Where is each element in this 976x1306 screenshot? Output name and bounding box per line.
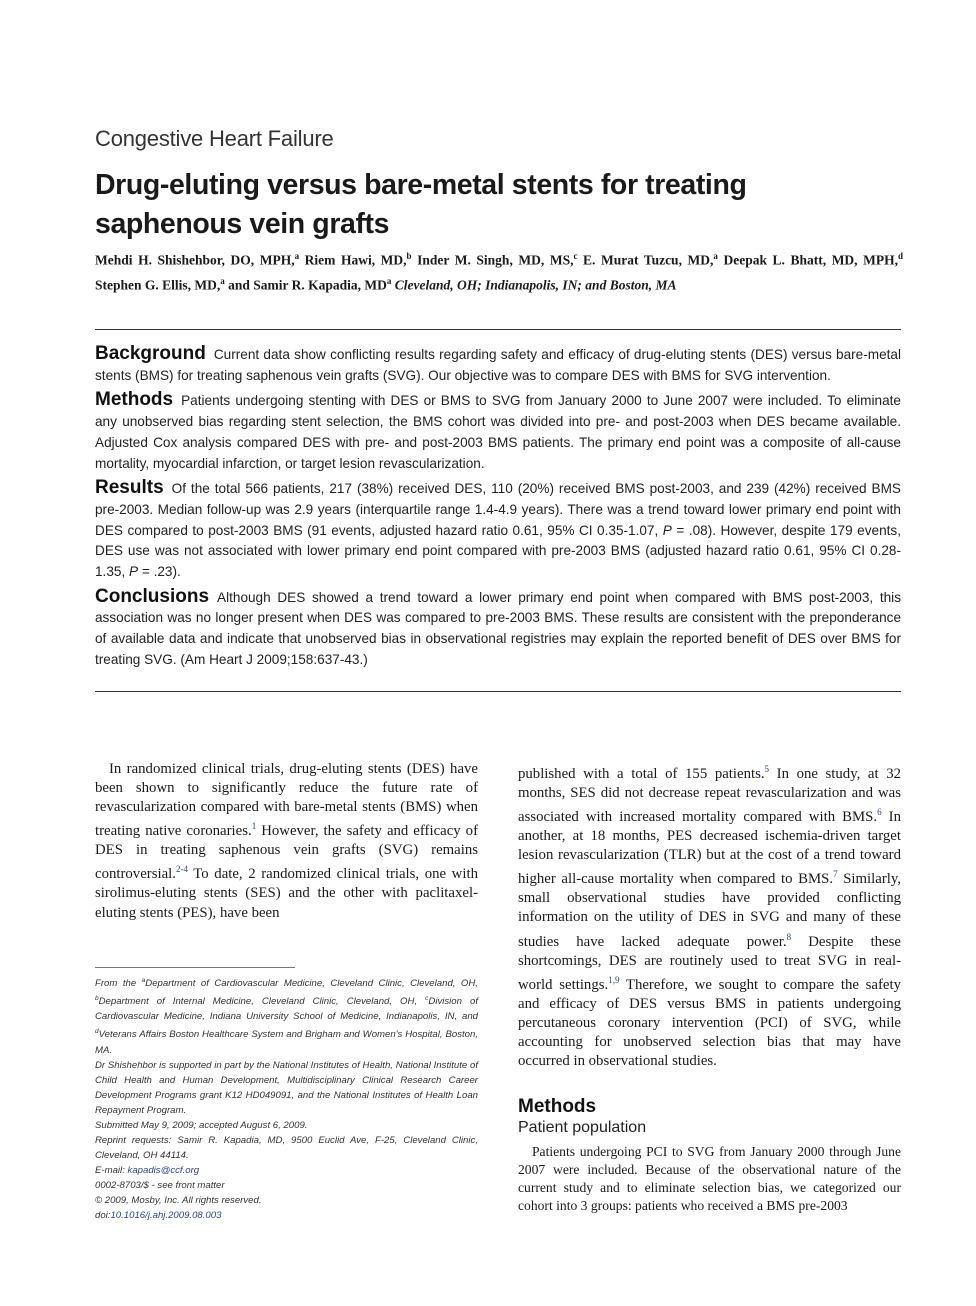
author: Mehdi H. Shishehbor, DO, MPH,	[95, 252, 295, 268]
body-text: However, the safety and efficacy of DES in treating saphenous vein grafts (SVG) remains controversial.	[95, 823, 479, 883]
footnote-text: Division of Cardiovascular Medicine, Indiana University School of Medicine, Indianapolis, IN, and	[95, 996, 478, 1023]
p-value-label: P	[662, 522, 672, 538]
patient-population-body	[518, 1143, 901, 1215]
footnote-text: From the	[95, 978, 142, 990]
footnote-support: Dr Shishehbor is supported in part by the National Institutes of Health, National Institute of Child Health and Human Development, Multidisciplinary Clinical Research Career Development Programs grant K12 HD049091, and the National Institutes of Health Loan Repayment Program.	[95, 1059, 478, 1116]
author-affil-mark: c	[573, 251, 578, 261]
affiliation: Cleveland, OH; Indianapolis, IN; and Boston, MA	[394, 277, 677, 292]
citation-link[interactable]: 2-4	[175, 864, 188, 875]
body-text: published with a total of 155 patients.	[518, 765, 765, 782]
footnote-issn: 0002-8703/$ - see front matter	[95, 1179, 225, 1191]
email-label: E-mail:	[95, 1164, 128, 1176]
patient-population-text: Patients undergoing PCI to SVG from January 2000 through June 2007 were included. Because of the observational nature of the current study and to eliminate selection bias, we categorized our cohort into 3 groups: patients who received a BMS pre-2003	[518, 1144, 901, 1213]
left-column	[95, 760, 478, 923]
body-text: In another, at 18 months, PES decreased ischemia-driven target lesion revascularization (TLR) but at the cost of a trend toward higher all-cause mortality when compared to BMS.	[518, 809, 902, 888]
footnote-copyright: © 2009, Mosby, Inc. All rights reserved.	[95, 1194, 262, 1206]
footnote-email	[95, 1163, 478, 1178]
affil-mark: c	[425, 995, 429, 1003]
author-affil-mark: a	[386, 275, 392, 286]
footnote-submitted: Submitted May 9, 2009; accepted August 6, 2009.	[95, 1119, 308, 1131]
body-text: Therefore, we sought to compare the safety and efficacy of DES versus BMS in patients undergoing percutaneous coronary intervention (PCI) of SVG, while accounting for unobserved selection bias that may have occurred in observational studies.	[518, 976, 901, 1069]
author: Deepak L. Bhatt, MD, MPH,	[723, 252, 898, 268]
footnote-affiliations	[95, 973, 478, 1058]
body-text: Despite these shortcomings, DES are routinely used to treat SVG in real-world settings.	[518, 933, 901, 993]
doi-link[interactable]: 10.1016/j.ahj.2009.08.003	[110, 1209, 222, 1221]
author: Stephen G. Ellis, MD,	[95, 277, 221, 292]
background-heading: Background	[95, 343, 206, 364]
affil-mark: a	[141, 977, 146, 984]
footnote-text: Department of Internal Medicine, Cleveland Clinic, Cleveland, OH,	[98, 996, 426, 1008]
section-label: Congestive Heart Failure	[95, 126, 334, 151]
citation-link[interactable]: 8	[786, 931, 792, 942]
footnote-rule	[95, 967, 295, 968]
intro-paragraph-continued	[518, 760, 901, 1071]
abstract-conclusions	[95, 587, 901, 671]
abstract-results	[95, 478, 901, 583]
body-text: In one study, at 32 months, SES did not decrease repeat revascularization and was associated with increased mortality compared with BMS.	[518, 765, 902, 826]
author-list	[95, 246, 903, 295]
body-text: In randomized clinical trials, drug-eluting stents (DES) have been shown to significantly reduce the future rate of revascularization compared with bare-metal stents (BMS) when treating native coronaries.	[95, 761, 478, 840]
footnote-text: Department of Cardiovascular Medicine, Cleveland Clinic, Cleveland, OH,	[145, 978, 478, 990]
conclusions-heading: Conclusions	[95, 585, 210, 607]
author-affil-mark: a	[294, 251, 300, 261]
doi-label: doi:	[95, 1209, 111, 1221]
right-column	[518, 760, 901, 1071]
results-text: = .23).	[141, 564, 181, 580]
abstract-methods	[95, 390, 901, 474]
body-text: Similarly, small observational studies have provided conflicting information on the utility of DES in SVG and many of these studies have lacked adequate power.	[518, 871, 902, 950]
email-link[interactable]: kapadis@ccf.org	[127, 1164, 200, 1176]
p-value-label: P	[129, 564, 139, 580]
abstract-bottom-rule	[95, 691, 901, 692]
background-text: Current data show conflicting results regarding safety and efficacy of drug-eluting stents (DES) versus bare-metal stents (BMS) for treating saphenous vein grafts (SVG). Our objective was to compare DES with BMS for SVG intervention.	[95, 347, 901, 383]
methods-text: Patients undergoing stenting with DES or BMS to SVG from January 2000 to June 2007 were included. To eliminate any unobserved bias regarding stent selection, the BMS cohort was divided into pre- and post-2003 when DES became available. Adjusted Cox analysis compared DES with pre- and post-2003 BMS patients. The primary end point was a composite of all-cause mortality, myocardial infarction, or target lesion revascularization.	[95, 393, 901, 471]
citation-link[interactable]: 1	[251, 821, 257, 832]
abstract-top-rule	[95, 329, 901, 330]
citation-link[interactable]: 6	[877, 807, 882, 818]
intro-paragraph	[95, 760, 478, 923]
author-affil-mark: a	[220, 275, 225, 286]
citation-link[interactable]: 5	[764, 764, 770, 774]
author: Inder M. Singh, MD, MS,	[417, 252, 574, 268]
results-text: Of the total 566 patients, 217 (38%) received DES, 110 (20%) received BMS post-2003, and 239 (42%) received BMS pre-2003. Median follow-up was 2.9 years (interquartile range 1.4-4.9 years). There was a trend toward lower primary end point with DES compared to post-2003 BMS (91 events, adjusted hazard ratio 0.61, 95% CI 0.35-1.07,	[95, 481, 901, 538]
citation-link[interactable]: 1,9	[608, 974, 620, 985]
author: and Samir R. Kapadia, MD	[228, 277, 387, 292]
author: Riem Hawi, MD,	[304, 252, 407, 268]
patient-population-heading: Patient population	[518, 1119, 647, 1136]
author-affil-mark: a	[713, 251, 718, 261]
footnote-doi	[95, 1208, 478, 1223]
abstract-background	[95, 344, 901, 386]
methods-heading: Methods	[95, 389, 174, 411]
conclusions-text: Although DES showed a trend toward a lower primary end point when compared with BMS post-2003, this association was no longer present when DES was compared to pre-2003 BMS. These results are consistent with the preponderance of available data and indicate that unobserved bias in observational registries may explain the reported benefit of DES over BMS for treating SVG. (Am Heart J 2009;158:637-43.)	[95, 589, 901, 667]
abstract	[95, 344, 901, 675]
footnote-text: Veterans Affairs Boston Healthcare System and Brigham and Women's Hospital, Boston, MA.	[95, 1029, 478, 1056]
body-text: To date, 2 randomized clinical trials, one with sirolimus-eluting stents (SES) and the other with paclitaxel-eluting stents (PES), have been	[95, 866, 478, 921]
footnotes	[95, 973, 478, 1223]
affil-mark: d	[95, 1028, 99, 1036]
citation-link[interactable]: 7	[833, 869, 838, 880]
affil-mark: b	[95, 995, 99, 1003]
author-affil-mark: d	[898, 251, 904, 261]
results-text: = .08). However, despite 179 events, DES use was not associated with lower primary end point compared with pre-2003 BMS (adjusted hazard ratio 0.61, 95% CI 0.28-1.35,	[95, 522, 901, 580]
author: E. Murat Tuzcu, MD,	[583, 252, 714, 268]
author-affil-mark: b	[406, 251, 412, 261]
article-title: Drug-eluting versus bare-metal stents for treating saphenous vein grafts	[95, 169, 747, 240]
results-heading: Results	[95, 477, 164, 499]
methods-section-heading: Methods	[518, 1096, 597, 1117]
footnote-reprint: Reprint requests: Samir R. Kapadia, MD, 9500 Euclid Ave, F-25, Cleveland Clinic, Cleveland, OH 44114.	[95, 1134, 478, 1161]
